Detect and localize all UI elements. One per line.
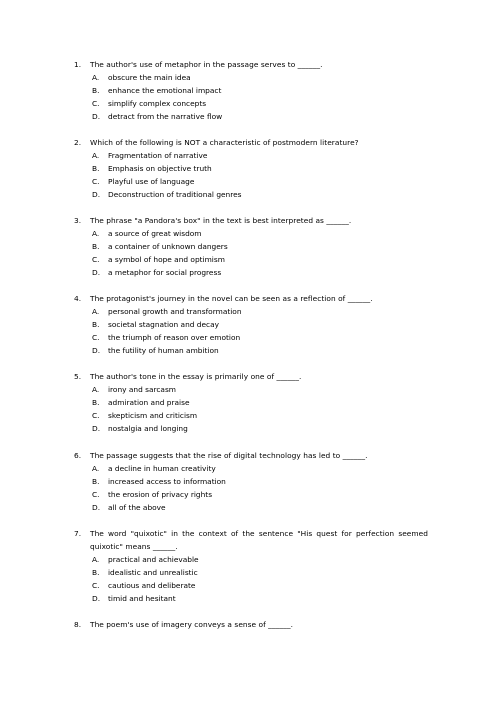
question-stem — [74, 58, 428, 71]
question-stem — [74, 370, 428, 383]
option-text: detract from the narrative flow — [108, 112, 223, 121]
option-letter: B. — [92, 477, 100, 486]
question-stem — [74, 527, 428, 553]
answer-options — [74, 462, 428, 514]
option-letter: A. — [92, 229, 100, 238]
option-d — [74, 266, 428, 279]
option-b — [74, 475, 428, 488]
option-text: idealistic and unrealistic — [108, 568, 198, 577]
question-text: The author's use of metaphor in the passage serves to ______. — [90, 60, 323, 69]
question-7 — [74, 527, 428, 605]
option-letter: A. — [92, 555, 100, 564]
option-letter: D. — [92, 268, 101, 277]
question-number: 8. — [74, 620, 82, 629]
option-letter: B. — [92, 242, 100, 251]
question-stem — [74, 136, 428, 149]
option-letter: D. — [92, 346, 101, 355]
question-2 — [74, 136, 428, 201]
option-letter: A. — [92, 385, 100, 394]
option-letter: B. — [92, 568, 100, 577]
option-a — [74, 227, 428, 240]
question-text: The phrase "a Pandora's box" in the text is best interpreted as ______. — [90, 216, 352, 225]
option-text: admiration and praise — [108, 398, 190, 407]
answer-options — [74, 553, 428, 605]
answer-options — [74, 149, 428, 201]
option-b — [74, 566, 428, 579]
option-text: a decline in human creativity — [108, 464, 216, 473]
option-c — [74, 97, 428, 110]
option-a — [74, 71, 428, 84]
option-text: irony and sarcasm — [108, 385, 177, 394]
question-number: 4. — [74, 294, 82, 303]
option-text: the triumph of reason over emotion — [108, 333, 241, 342]
option-a — [74, 305, 428, 318]
answer-options — [74, 227, 428, 279]
option-text: simplify complex concepts — [108, 99, 207, 108]
option-letter: B. — [92, 86, 100, 95]
option-d — [74, 188, 428, 201]
question-8 — [74, 618, 428, 631]
option-letter: A. — [92, 151, 100, 160]
option-text: Emphasis on objective truth — [108, 164, 212, 173]
option-letter: B. — [92, 398, 100, 407]
question-text: The word "quixotic" in the context of the sentence "His quest for perfection seemed quixotic" means ______. — [90, 529, 428, 551]
option-text: personal growth and transformation — [108, 307, 242, 316]
question-1 — [74, 58, 428, 123]
option-a — [74, 553, 428, 566]
option-c — [74, 253, 428, 266]
question-4 — [74, 292, 428, 357]
option-letter: C. — [92, 490, 100, 499]
option-b — [74, 240, 428, 253]
option-text: nostalgia and longing — [108, 424, 188, 433]
answer-options — [74, 71, 428, 123]
question-stem — [74, 449, 428, 462]
answer-options — [74, 305, 428, 357]
option-letter: D. — [92, 190, 101, 199]
option-letter: B. — [92, 164, 100, 173]
option-a — [74, 383, 428, 396]
option-text: increased access to information — [108, 477, 226, 486]
question-number: 2. — [74, 138, 82, 147]
option-letter: D. — [92, 503, 101, 512]
question-number: 5. — [74, 372, 82, 381]
option-letter: A. — [92, 73, 100, 82]
option-letter: C. — [92, 411, 100, 420]
question-stem — [74, 214, 428, 227]
option-letter: C. — [92, 177, 100, 186]
question-text: The author's tone in the essay is primarily one of ______. — [90, 372, 302, 381]
question-stem — [74, 618, 428, 631]
option-letter: C. — [92, 99, 100, 108]
option-letter: A. — [92, 307, 100, 316]
question-stem — [74, 292, 428, 305]
option-text: enhance the emotional impact — [108, 86, 222, 95]
option-text: Fragmentation of narrative — [108, 151, 208, 160]
option-d — [74, 592, 428, 605]
option-d — [74, 501, 428, 514]
question-number: 7. — [74, 529, 82, 538]
option-text: societal stagnation and decay — [108, 320, 220, 329]
option-text: cautious and deliberate — [108, 581, 196, 590]
option-a — [74, 149, 428, 162]
option-letter: C. — [92, 581, 100, 590]
question-3 — [74, 214, 428, 279]
option-text: obscure the main idea — [108, 73, 191, 82]
option-a — [74, 462, 428, 475]
option-letter: C. — [92, 333, 100, 342]
option-b — [74, 318, 428, 331]
question-number: 3. — [74, 216, 82, 225]
option-b — [74, 162, 428, 175]
question-text: The protagonist's journey in the novel can be seen as a reflection of ______. — [90, 294, 373, 303]
option-c — [74, 331, 428, 344]
option-text: a source of great wisdom — [108, 229, 202, 238]
option-text: all of the above — [108, 503, 166, 512]
option-d — [74, 422, 428, 435]
option-c — [74, 488, 428, 501]
question-5 — [74, 370, 428, 435]
option-text: Playful use of language — [108, 177, 195, 186]
question-text: The poem's use of imagery conveys a sense of ______. — [90, 620, 294, 629]
option-b — [74, 396, 428, 409]
option-letter: D. — [92, 112, 101, 121]
option-letter: D. — [92, 424, 101, 433]
answer-options — [74, 383, 428, 435]
question-number: 6. — [74, 451, 82, 460]
option-letter: D. — [92, 594, 101, 603]
question-text: Which of the following is NOT a characteristic of postmodern literature? — [90, 138, 359, 147]
option-text: Deconstruction of traditional genres — [108, 190, 242, 199]
option-text: a metaphor for social progress — [108, 268, 222, 277]
option-text: timid and hesitant — [108, 594, 176, 603]
option-text: skepticism and criticism — [108, 411, 198, 420]
question-text: The passage suggests that the rise of digital technology has led to ______. — [90, 451, 368, 460]
option-letter: C. — [92, 255, 100, 264]
option-text: the erosion of privacy rights — [108, 490, 213, 499]
option-text: a symbol of hope and optimism — [108, 255, 225, 264]
option-b — [74, 84, 428, 97]
option-letter: B. — [92, 320, 100, 329]
option-d — [74, 344, 428, 357]
option-letter: A. — [92, 464, 100, 473]
option-text: practical and achievable — [108, 555, 199, 564]
option-text: the futility of human ambition — [108, 346, 219, 355]
option-c — [74, 175, 428, 188]
option-d — [74, 110, 428, 123]
option-c — [74, 409, 428, 422]
question-6 — [74, 449, 428, 514]
option-text: a container of unknown dangers — [108, 242, 228, 251]
question-number: 1. — [74, 60, 82, 69]
option-c — [74, 579, 428, 592]
